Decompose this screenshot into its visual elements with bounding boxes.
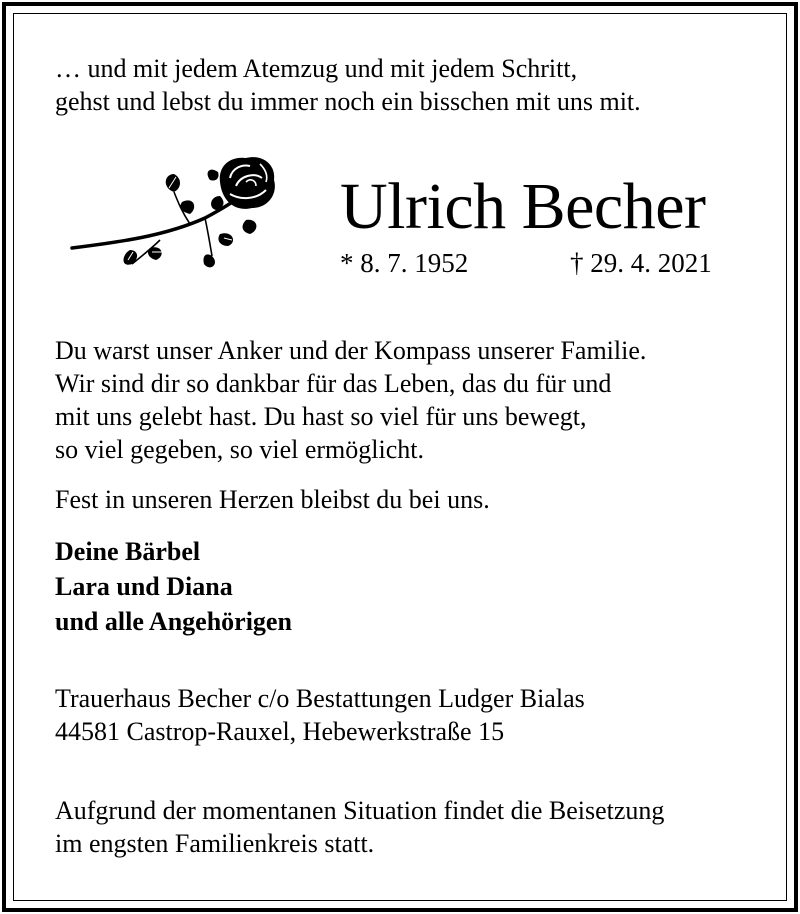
- notice-line: Aufgrund der momentanen Situation findet die Beisetzung: [55, 796, 665, 825]
- family-signatures: [55, 534, 292, 639]
- tribute-line: Wir sind dir so dankbar für das Leben, das du für und: [55, 369, 612, 398]
- deceased-name: Ulrich Becher: [340, 170, 706, 243]
- address-line: Trauerhaus Becher c/o Bestattungen Ludger Bialas: [55, 684, 585, 713]
- closing-line: Fest in unseren Herzen bleibst du bei uns.: [55, 485, 490, 514]
- family-line: Deine Bärbel: [55, 537, 201, 566]
- quote-line: … und mit jedem Atemzug und mit jedem Schritt,: [55, 54, 578, 83]
- quote-line: gehst und lebst du immer noch ein bisschen mit uns mit.: [55, 87, 641, 116]
- mourning-address: [55, 682, 585, 748]
- death-date: † 29. 4. 2021: [570, 248, 712, 278]
- tribute-text: [55, 334, 646, 466]
- burial-notice: [55, 794, 664, 860]
- tribute-line: so viel gegeben, so viel ermöglicht.: [55, 435, 424, 464]
- family-line: und alle Angehörigen: [55, 607, 292, 636]
- address-line: 44581 Castrop-Rauxel, Hebewerkstraße 15: [55, 717, 505, 746]
- family-line: Lara und Diana: [55, 572, 233, 601]
- birth-date: * 8. 7. 1952: [340, 248, 469, 278]
- notice-line: im engsten Familienkreis statt.: [55, 829, 375, 858]
- memorial-quote: [55, 52, 641, 118]
- tribute-line: Du warst unser Anker und der Kompass unserer Familie.: [55, 336, 647, 365]
- tribute-line: mit uns gelebt hast. Du hast so viel für uns bewegt,: [55, 402, 587, 431]
- rose-icon: [70, 152, 280, 280]
